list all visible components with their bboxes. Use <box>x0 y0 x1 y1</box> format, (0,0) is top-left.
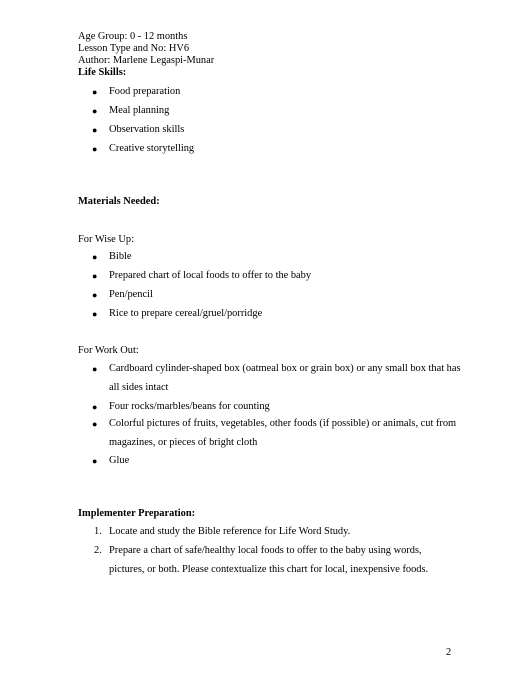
step-number: 2. <box>94 545 102 556</box>
implementer-heading: Implementer Preparation: <box>78 508 196 519</box>
bullet-icon: ● <box>92 456 98 466</box>
lesson-line: Lesson Type and No: HV6 <box>78 43 190 54</box>
bullet-icon: ● <box>92 309 98 319</box>
life-skills-heading: Life Skills: <box>78 67 127 78</box>
wise-up-label: For Wise Up: <box>78 234 134 245</box>
bullet-icon: ● <box>92 87 98 97</box>
age-group-line: Age Group: 0 - 12 months <box>78 31 188 42</box>
list-item: Rice to prepare cereal/gruel/porridge <box>109 308 263 319</box>
bullet-icon: ● <box>92 252 98 262</box>
list-item: Food preparation <box>109 86 181 97</box>
list-item: Locate and study the Bible reference for Life Word Study. <box>109 526 351 537</box>
list-item: Colorful pictures of fruits, vegetables, other foods (if possible) or animals, cut from magazines, or pieces of bright cloth <box>109 418 457 448</box>
work-out-label: For Work Out: <box>78 345 139 356</box>
materials-heading: Materials Needed: <box>78 196 160 207</box>
bullet-icon: ● <box>92 271 98 281</box>
list-item: Cardboard cylinder-shaped box (oatmeal box or grain box) or any small box that has all sides intact <box>109 363 461 393</box>
list-item: Creative storytelling <box>109 143 195 154</box>
list-item: Meal planning <box>109 105 170 116</box>
page-number: 2 <box>446 647 452 658</box>
list-item: Observation skills <box>109 124 185 135</box>
list-item: Glue <box>109 455 130 466</box>
step-number: 1. <box>94 526 102 537</box>
bullet-icon: ● <box>92 364 98 374</box>
bullet-icon: ● <box>92 106 98 116</box>
bullet-icon: ● <box>92 402 98 412</box>
list-item: Prepare a chart of safe/healthy local foods to offer to the baby using words, pictures, or both. Please contextualize this chart for local, inexpensive foods. <box>109 545 429 575</box>
list-item: Prepared chart of local foods to offer to the baby <box>109 270 312 281</box>
bullet-icon: ● <box>92 144 98 154</box>
bullet-icon: ● <box>92 290 98 300</box>
bullet-icon: ● <box>92 125 98 135</box>
author-line: Author: Marlene Legaspi-Munar <box>78 55 215 66</box>
list-item: Bible <box>109 251 132 262</box>
list-item: Pen/pencil <box>109 289 153 300</box>
bullet-icon: ● <box>92 419 98 429</box>
list-item: Four rocks/marbles/beans for counting <box>109 401 270 412</box>
